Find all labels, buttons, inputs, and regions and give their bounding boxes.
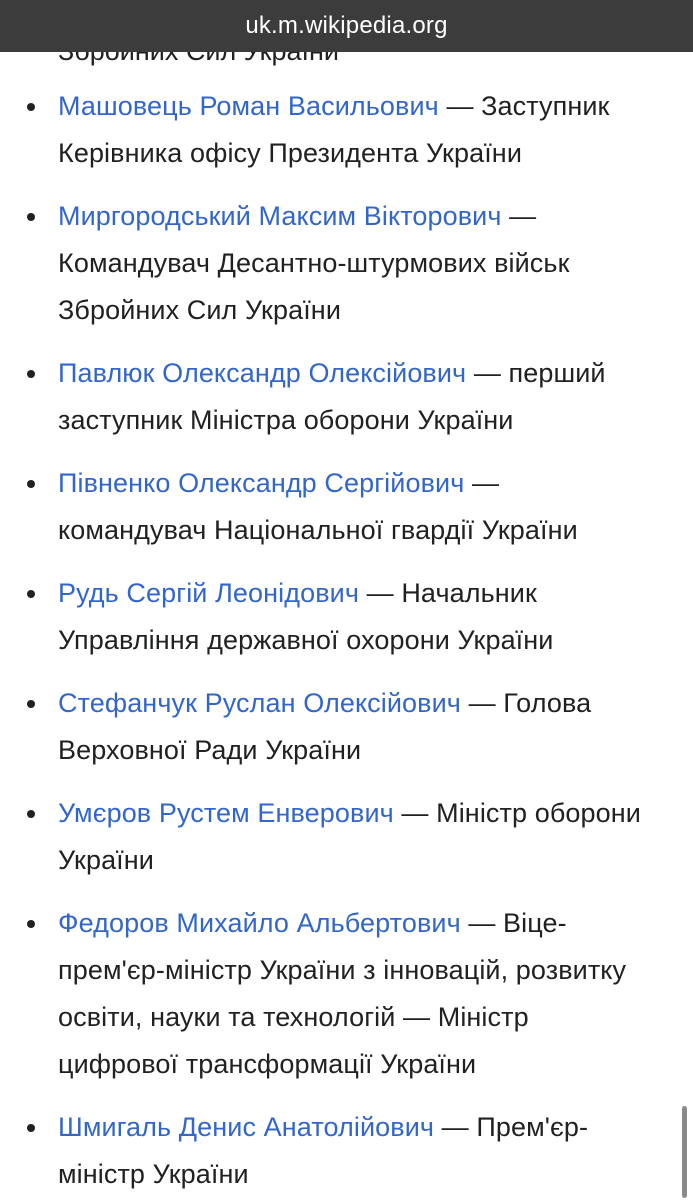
person-link[interactable]: Півненко Олександр Сергійович [58,468,465,498]
bullet-icon [27,810,35,818]
person-description: — Заступник Керівника офісу Президента України [58,91,610,168]
person-description: — Голова Верховної Ради України [58,688,592,765]
bullet-icon [27,1124,35,1132]
person-description: — Міністр оборони України [58,798,641,875]
list-item [0,83,693,177]
bullet-icon [27,700,35,708]
bullet-icon [27,103,35,111]
person-link[interactable]: Федоров Михайло Альбертович [58,908,461,938]
person-description: — Начальник Управління державної охорони України [58,578,554,655]
person-description: — Командувач Десантно-штурмових військ Збройних Сил України [58,201,570,325]
person-link[interactable]: Шмигаль Денис Анатолійович [58,1112,435,1142]
bullet-icon [27,370,35,378]
list-item [0,193,693,334]
list-item [0,460,693,554]
list-item [0,570,693,664]
person-link[interactable]: Павлюк Олександр Олексійович [58,358,467,388]
bullet-icon [27,920,35,928]
list-item [0,900,693,1088]
person-link[interactable]: Машовець Роман Васильович [58,91,439,121]
bullet-icon [27,480,35,488]
browser-url-bar[interactable] [0,0,693,52]
bullet-icon [27,590,35,598]
list-item [0,1104,693,1198]
person-description: — командувач Національної гвардії України [58,468,578,545]
person-link[interactable]: Умєров Рустем Енверович [58,798,394,828]
person-link[interactable]: Рудь Сергій Леонідович [58,578,360,608]
list-item [0,680,693,774]
list-item [0,350,693,444]
scroll-indicator [682,1106,687,1198]
list-item [0,790,693,884]
url-text[interactable]: uk.m.wikipedia.org [245,12,448,39]
bullet-icon [27,213,35,221]
person-description: — перший заступник Міністра оборони України [58,358,606,435]
person-description: — Віце-прем'єр-міністр України з інновацій, розвитку освіти, науки та технологій — Міністр цифрової трансформації України [58,908,627,1079]
person-description: — Прем'єр-міністр України [58,1112,589,1189]
people-list [0,83,693,1200]
person-link[interactable]: Миргородський Максим Вікторович [58,201,502,231]
person-link[interactable]: Стефанчук Руслан Олексійович [58,688,461,718]
